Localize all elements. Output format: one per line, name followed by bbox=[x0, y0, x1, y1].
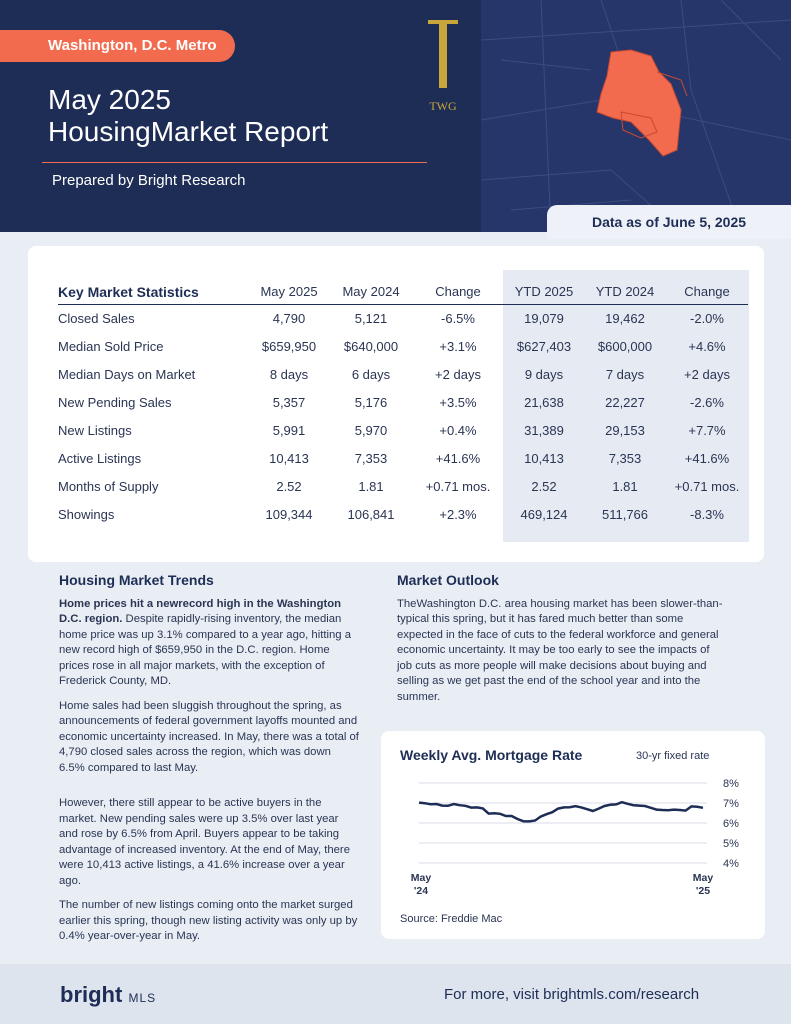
table-cell: 2.52 bbox=[276, 478, 302, 494]
table-cell: 10,413 bbox=[524, 450, 564, 466]
trends-paragraph: However, there still appear to be active buyers in the market. New pending sales were up 3.5% over last year and rose by 6.5% from April. Buyers appear to be taking advantage of increased inventory. At the end of May, there were 10,413 active listings, a 41.6% increase over a year ago. bbox=[59, 797, 350, 887]
table-row bbox=[58, 304, 748, 332]
table-cell: 7,353 bbox=[608, 450, 642, 466]
report-title bbox=[48, 84, 328, 148]
table-cell: $627,403 bbox=[516, 338, 572, 354]
logo-text: TWG bbox=[429, 99, 457, 113]
table-row bbox=[58, 444, 748, 472]
x-tick-label: '24 bbox=[413, 885, 429, 897]
report-title-line1: May 2025 bbox=[48, 84, 171, 115]
table-row bbox=[58, 388, 748, 416]
table-cell: $600,000 bbox=[597, 338, 653, 354]
table-cell: 511,766 bbox=[601, 506, 649, 522]
table-header-row bbox=[58, 280, 748, 304]
column-header: Change bbox=[435, 284, 481, 300]
table-cell: -2.6% bbox=[690, 394, 724, 410]
row-label: New Listings bbox=[58, 422, 132, 438]
table-cell: 2.52 bbox=[531, 478, 557, 494]
table-cell: -2.0% bbox=[690, 310, 724, 326]
table-cell: +7.7% bbox=[688, 422, 726, 438]
table-row bbox=[58, 500, 748, 528]
market-outlook bbox=[397, 573, 727, 705]
chart-subtitle: 30-yr fixed rate bbox=[636, 750, 710, 762]
title-divider bbox=[42, 162, 427, 163]
table-cell: $659,950 bbox=[261, 338, 317, 354]
trends-heading: Housing Market Trends bbox=[59, 572, 214, 588]
column-header: YTD 2024 bbox=[595, 284, 655, 300]
row-label: New Pending Sales bbox=[58, 394, 172, 410]
table-cell: +0.71 mos. bbox=[425, 478, 491, 494]
mortgage-rate-card bbox=[381, 731, 765, 939]
table-cell: 7,353 bbox=[354, 450, 388, 466]
trends-paragraph: Home sales had been sluggish throughout the spring, as announcements of federal government layoffs mounted and economic uncertainty increased. In May, there was a total of 4,790 closed sales across the region, which was down 6.5% compared to last May. bbox=[59, 699, 359, 774]
table-title: Key Market Statistics bbox=[58, 283, 199, 300]
outlook-heading: Market Outlook bbox=[397, 572, 499, 588]
y-tick-label: 6% bbox=[723, 818, 739, 830]
table-cell: $640,000 bbox=[343, 338, 399, 354]
brand-suffix: MLS bbox=[128, 991, 157, 1005]
table-cell: +3.5% bbox=[439, 394, 477, 410]
footer-link-text: For more, visit brightmls.com/research bbox=[444, 986, 700, 1003]
table-cell: +41.6% bbox=[684, 450, 730, 466]
rate-series-line bbox=[419, 802, 703, 821]
table-cell: -6.5% bbox=[441, 310, 475, 326]
prepared-by: Prepared by Bright Research bbox=[52, 172, 246, 189]
x-tick-label: '25 bbox=[695, 885, 711, 897]
x-tick-label: May bbox=[692, 872, 714, 884]
y-tick-label: 8% bbox=[723, 778, 739, 790]
table-cell: 4,790 bbox=[272, 310, 306, 326]
x-tick-label: May bbox=[410, 872, 432, 884]
table-row bbox=[58, 360, 748, 388]
footer bbox=[0, 964, 791, 1024]
table-cell: 5,357 bbox=[272, 394, 306, 410]
table-cell: +0.4% bbox=[439, 422, 477, 438]
outlook-paragraph: TheWashington D.C. area housing market has been slower-than-typical this spring, but it has fared much better than some expected in the face of cuts to the federal workforce and general economic uncertainty. It may be too early to see the impacts of job cuts as more people will make decisions about buying and selling as we get past the end of the school year and into the summer. bbox=[397, 597, 723, 703]
table-cell: 7 days bbox=[605, 366, 645, 382]
column-header: YTD 2025 bbox=[514, 284, 574, 300]
trends-paragraph: The number of new listings coming onto the market surged earlier this spring, though new listing activity was only up by 0.4% year-over-year in May. bbox=[59, 899, 358, 942]
table-cell: 8 days bbox=[269, 366, 309, 382]
table-cell: +3.1% bbox=[439, 338, 477, 354]
table-row bbox=[58, 416, 748, 444]
table-cell: 109,344 bbox=[265, 506, 313, 522]
report-header bbox=[0, 0, 791, 232]
trends-paragraph bbox=[59, 597, 359, 690]
table-cell: +4.6% bbox=[688, 338, 726, 354]
region-label: Washington, D.C. Metro bbox=[0, 30, 235, 62]
y-tick-label: 7% bbox=[723, 798, 739, 810]
housing-market-trends bbox=[59, 573, 359, 954]
table-row bbox=[58, 472, 748, 500]
table-cell: 21,638 bbox=[524, 394, 564, 410]
key-market-statistics-card bbox=[28, 246, 764, 562]
bright-mls-logo bbox=[60, 982, 156, 1008]
chart-source: Source: Freddie Mac bbox=[400, 913, 503, 925]
table-cell: 469,124 bbox=[520, 506, 568, 522]
chart-title: Weekly Avg. Mortgage Rate bbox=[400, 747, 583, 763]
table-cell: +2 days bbox=[435, 366, 481, 382]
table-cell: +2.3% bbox=[439, 506, 477, 522]
table-cell: 106,841 bbox=[347, 506, 395, 522]
row-label: Months of Supply bbox=[58, 478, 159, 494]
trends-paragraph-text: Despite rapidly-rising inventory, the median home price was up 3.1% compared to a year ago, hitting a new record high of $659,950 in the D.C. region. Home prices rose in all major markets, with the exception of Frederick County, MD. bbox=[59, 613, 352, 687]
table-cell: 5,991 bbox=[272, 422, 306, 438]
row-label: Showings bbox=[58, 506, 115, 522]
row-label: Median Days on Market bbox=[58, 366, 196, 382]
region-map bbox=[481, 0, 791, 232]
table-cell: 1.81 bbox=[358, 478, 384, 494]
y-tick-label: 4% bbox=[723, 858, 739, 870]
table-cell: 1.81 bbox=[612, 478, 638, 494]
table-cell: 31,389 bbox=[524, 422, 564, 438]
column-header: May 2024 bbox=[342, 284, 400, 300]
y-tick-label: 5% bbox=[723, 838, 739, 850]
table-cell: 19,079 bbox=[524, 310, 564, 326]
table-cell: +2 days bbox=[684, 366, 730, 382]
row-label: Closed Sales bbox=[58, 310, 135, 326]
table-cell: -8.3% bbox=[690, 506, 724, 522]
table-row bbox=[58, 332, 748, 360]
brand-name: bright bbox=[60, 982, 123, 1007]
column-header: May 2025 bbox=[260, 284, 318, 300]
table-cell: 10,413 bbox=[269, 450, 309, 466]
trends-lead: Home prices hit a newrecord high in the Washington D.C. region. bbox=[59, 597, 342, 625]
table-cell: 29,153 bbox=[605, 422, 645, 438]
table-cell: +0.71 mos. bbox=[674, 478, 740, 494]
table-cell: 9 days bbox=[524, 366, 564, 382]
table-cell: 6 days bbox=[351, 366, 391, 382]
column-header: Change bbox=[684, 284, 730, 300]
table-cell: +41.6% bbox=[435, 450, 481, 466]
table-cell: 5,121 bbox=[354, 310, 388, 326]
table-cell: 19,462 bbox=[605, 310, 645, 326]
data-as-of: Data as of June 5, 2025 bbox=[547, 205, 791, 239]
table-cell: 22,227 bbox=[605, 394, 645, 410]
table-cell: 5,970 bbox=[354, 422, 388, 438]
key-market-statistics-table bbox=[58, 280, 748, 528]
twg-logo bbox=[422, 18, 464, 114]
row-label: Median Sold Price bbox=[58, 338, 164, 354]
report-title-line2: HousingMarket Report bbox=[48, 116, 329, 147]
table-cell: 5,176 bbox=[354, 394, 388, 410]
row-label: Active Listings bbox=[58, 450, 142, 466]
